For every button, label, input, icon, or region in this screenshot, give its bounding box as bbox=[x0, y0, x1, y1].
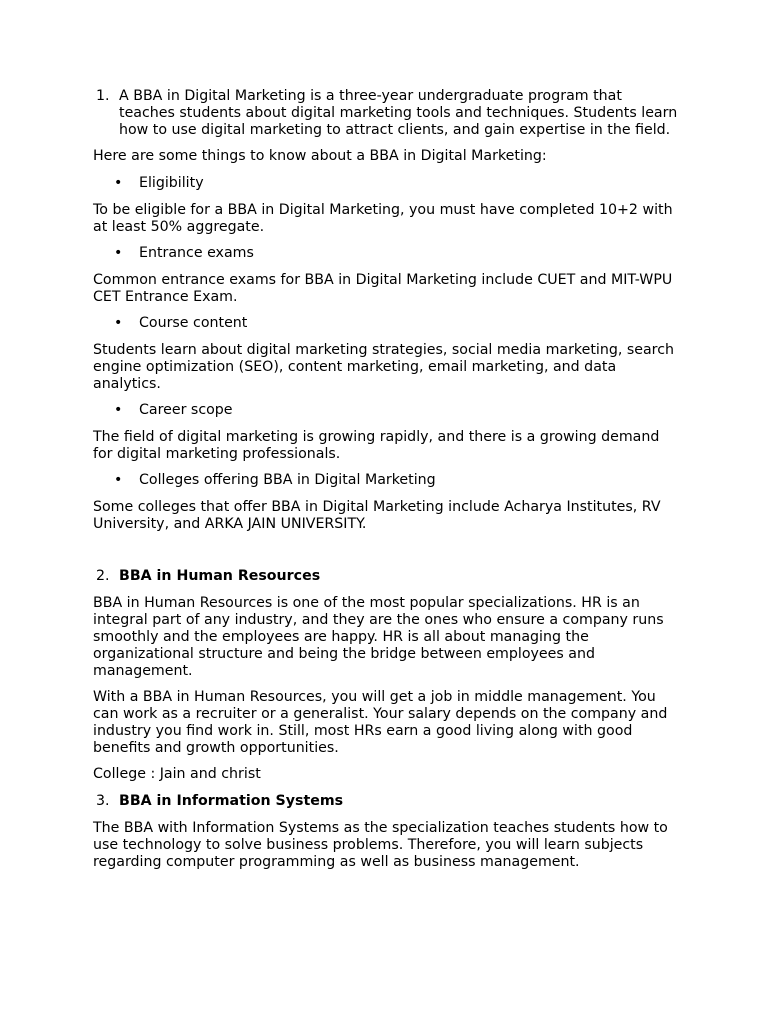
bullet-item-career-scope bbox=[93, 402, 681, 419]
bullet-label: Course content bbox=[139, 315, 248, 331]
bullet-icon: • bbox=[114, 175, 123, 191]
section-3-heading: BBA in Information Systems bbox=[119, 793, 344, 809]
bullet-item-course-content bbox=[93, 315, 681, 332]
bullet-label: Career scope bbox=[139, 402, 233, 418]
bullet-text-career-scope: The field of digital marketing is growing rapidly, and there is a growing demand for digital marketing professionals. bbox=[93, 429, 660, 462]
section-2-paragraph-1: BBA in Human Resources is one of the most popular specializations. HR is an integral part of any industry, and they are the ones who ensure a company runs smoothly and the employees are happy. HR is all about managing the organizational structure and being the bridge between employees and management. bbox=[93, 595, 664, 679]
bullet-item-colleges bbox=[93, 472, 681, 489]
section-2-heading: BBA in Human Resources bbox=[119, 568, 321, 584]
bullet-icon: • bbox=[114, 402, 123, 418]
list-number: 2. bbox=[96, 568, 110, 584]
section-2-college: College : Jain and christ bbox=[93, 766, 261, 782]
bullet-icon: • bbox=[114, 315, 123, 331]
section-2-paragraph-2: With a BBA in Human Resources, you will get a job in middle management. You can work as a recruiter or a generalist. Your salary depends on the company and industry you find work in. Still, most HRs earn a good living along with good benefits and growth opportunities. bbox=[93, 689, 668, 756]
section-1-lead: Here are some things to know about a BBA in Digital Marketing: bbox=[93, 148, 547, 164]
bullet-label: Eligibility bbox=[139, 175, 204, 191]
bullet-text-course-content: Students learn about digital marketing strategies, social media marketing, search engine optimization (SEO), content marketing, email marketing, and data analytics. bbox=[93, 342, 675, 392]
bullet-text-eligibility: To be eligible for a BBA in Digital Marketing, you must have completed 10+2 with at least 50% aggregate. bbox=[93, 202, 673, 235]
bullet-text-colleges: Some colleges that offer BBA in Digital Marketing include Acharya Institutes, RV University, and ARKA JAIN UNIVERSITY. bbox=[93, 499, 661, 532]
list-number: 1. bbox=[96, 88, 110, 104]
bullet-item-entrance-exams bbox=[93, 245, 681, 262]
list-item-3 bbox=[93, 793, 681, 810]
bullet-label: Entrance exams bbox=[139, 245, 254, 261]
bullet-icon: • bbox=[114, 472, 123, 488]
bullet-text-entrance-exams: Common entrance exams for BBA in Digital Marketing include CUET and MIT-WPU CET Entrance Exam. bbox=[93, 272, 673, 305]
list-item-1 bbox=[93, 88, 681, 139]
list-item-2 bbox=[93, 568, 681, 585]
bullet-item-eligibility bbox=[93, 175, 681, 192]
section-1-intro: A BBA in Digital Marketing is a three-year undergraduate program that teaches students about digital marketing tools and techniques. Students learn how to use digital marketing to attract clients, and gain expertise in the field. bbox=[119, 88, 678, 138]
bullet-label: Colleges offering BBA in Digital Marketing bbox=[139, 472, 436, 488]
section-3-paragraph-1: The BBA with Information Systems as the specialization teaches students how to use technology to solve business problems. Therefore, you will learn subjects regarding computer programming as well as business management. bbox=[93, 820, 668, 870]
bullet-icon: • bbox=[114, 245, 123, 261]
list-number: 3. bbox=[96, 793, 110, 809]
document-body bbox=[93, 86, 681, 871]
